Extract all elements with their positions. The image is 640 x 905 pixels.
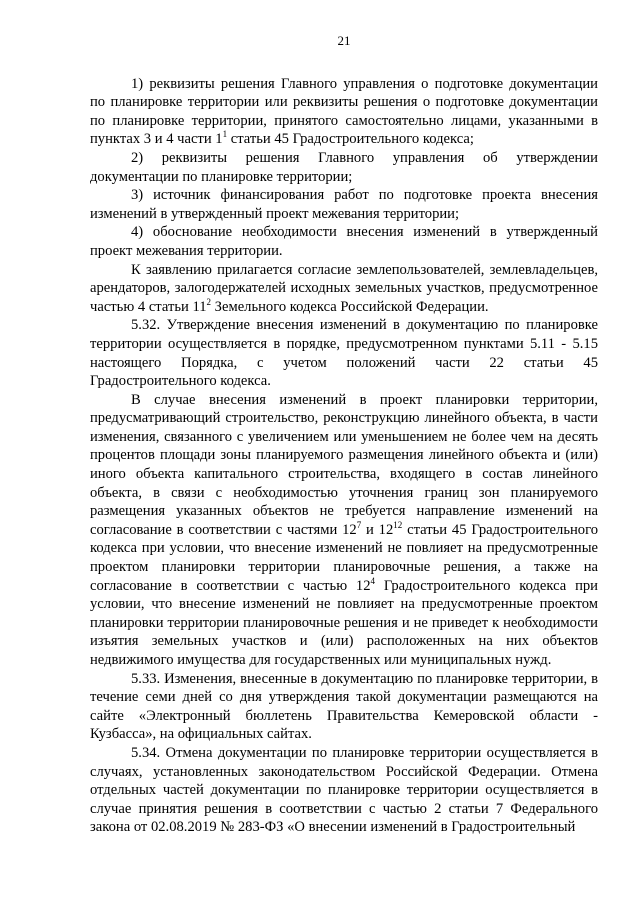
paragraph bbox=[90, 261, 598, 317]
text-segment: статьи 45 Градостроительного кодекса при условии, что внесение изменений не повлияет на предусмотренные проектом планировки территории планировочные решения, а также на согласование в соответствии с частью 12 bbox=[90, 521, 599, 594]
paragraph bbox=[90, 316, 598, 390]
paragraph bbox=[90, 391, 598, 670]
text-segment: К заявлению прилагается согласие землепользователей, землевладельцев, арендаторов, залогодержателей исходных земельных участков, предусмотренное частью 4 статьи 11 bbox=[90, 261, 598, 315]
paragraph bbox=[90, 149, 598, 186]
text-segment: Земельного кодекса Российской Федерации. bbox=[211, 298, 489, 315]
text-segment: 1) реквизиты решения Главного управления о подготовке документации по планировке территории или реквизиты решения о подготовке документации по планировке территории, принятого самостоятельно лицами, указанными в пунктах 3 и 4 части 1 bbox=[90, 75, 598, 148]
text-segment: и 12 bbox=[361, 521, 394, 538]
superscript: 7 bbox=[356, 519, 362, 530]
text-segment: Градостроительного кодекса при условии, что внесение изменений не повлияет на предусмотренные проектом планировки территории планировочные решения и не приведет к необходимости изъятия земельных участков и (или) расположенных на них объектов недвижимого имущества для государственных или муниципальных нужд. bbox=[90, 577, 598, 668]
superscript: 4 bbox=[370, 575, 376, 586]
text-segment: 5.32. Утверждение внесения изменений в документацию по планировке территории осуществляется в порядке, предусмотренном пунктами 5.11 - 5.15 настоящего Порядка, с учетом положений части 22 статьи 45 Градостроительного кодекса. bbox=[90, 317, 598, 390]
page-number: 21 bbox=[337, 33, 351, 48]
paragraph bbox=[90, 75, 598, 149]
text-segment: 5.34. Отмена документации по планировке территории осуществляется в случаях, установленных законодательством Российской Федерации. Отмена отдельных частей документации по планировке территории осуществляется в случае принятия решения в соответствии с частью 2 статьи 7 Федерального закона от 02.08.2019 № 283-ФЗ «О внесении изменений в Градостроительный bbox=[90, 744, 598, 836]
superscript: 1 bbox=[222, 129, 228, 140]
document-body bbox=[90, 75, 598, 837]
paragraph bbox=[90, 670, 598, 744]
text-segment: В случае внесения изменений в проект планировки территории, предусматривающий строительство, реконструкцию линейного объекта, в части изменения, связанного с увеличением или уменьшением не более чем на десять процентов площади зоны планируемого размещения линейного объекта и (или) иного объекта капитального строительства, входящего в состав линейного объекта, в связи с необходимостью уточнения границ зон планируемого размещения указанных объектов не требуется направление изменений на согласование в соответствии с частями 12 bbox=[90, 391, 598, 538]
superscript: 12 bbox=[393, 519, 403, 530]
text-segment: 2) реквизиты решения Главного управления об утверждении документации по планировке территории; bbox=[90, 149, 598, 185]
text-segment: 5.33. Изменения, внесенные в документацию по планировке территории, в течение семи дней со дня утверждения такой документации размещаются на сайте «Электронный бюллетень Правительства Кемеровской области - Кузбасса», на официальных сайтах. bbox=[90, 670, 598, 743]
paragraph bbox=[90, 186, 598, 223]
text-segment: статьи 45 Градостроительного кодекса; bbox=[227, 131, 474, 148]
paragraph bbox=[90, 744, 598, 837]
superscript: 2 bbox=[206, 296, 212, 307]
text-segment: 4) обоснование необходимости внесения изменений в утвержденный проект межевания территории. bbox=[90, 224, 598, 259]
text-segment: 3) источник финансирования работ по подготовке проекта внесения изменений в утвержденный проект межевания территории; bbox=[90, 187, 598, 222]
paragraph bbox=[90, 223, 598, 260]
